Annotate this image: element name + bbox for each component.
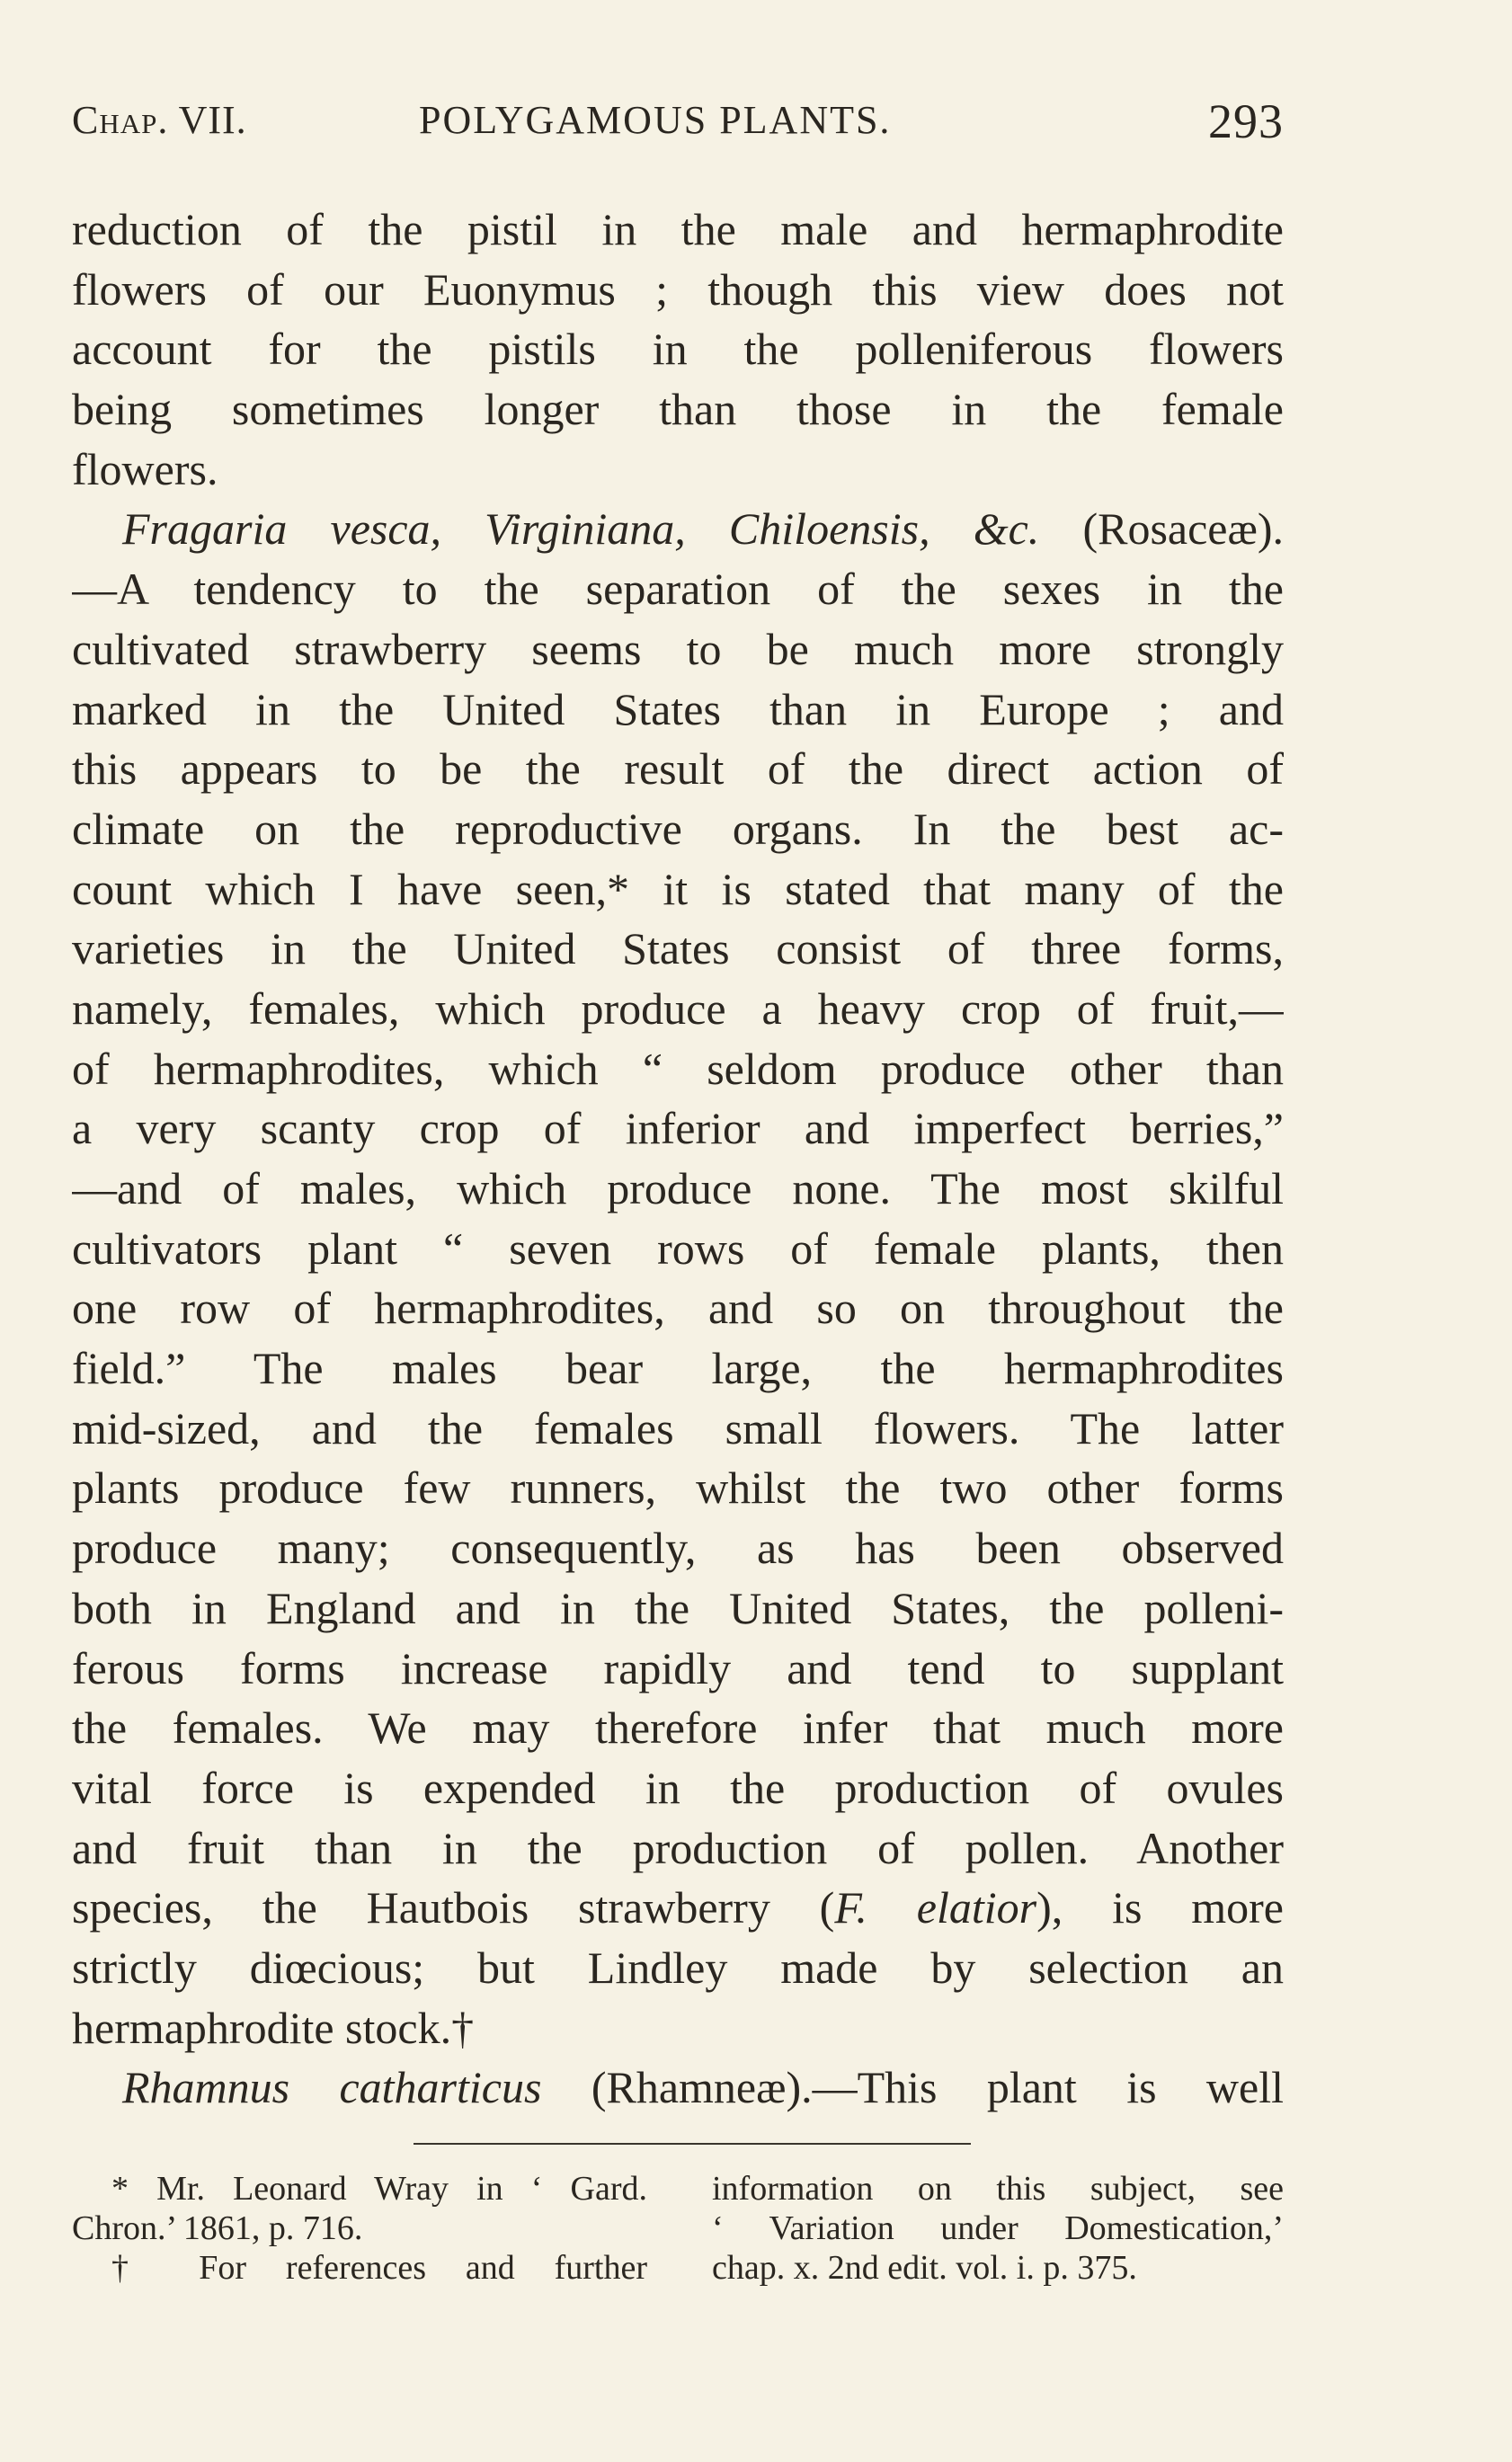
text-line: plants produce few runners, whilst the two other forms [72,1462,1284,1514]
text-line: marked in the United States than in Europe ; and [72,683,1284,734]
text-line: reduction of the pistil in the male and hermaphrodite [72,204,1284,254]
text-line: both in England and in the United States, the polleni- [72,1582,1284,1633]
text-line: account for the pistils in the polleniferous flowers [72,324,1284,375]
footnote-line: † For references and further [111,2249,647,2287]
text-line: —and of males, which produce none. The most skilful [72,1163,1284,1213]
text-line: hermaphrodite stock.† [72,2002,475,2053]
text-line: cultivated strawberry seems to be much more strongly [72,623,1284,674]
chapter-title: POLYGAMOUS PLANTS. [419,98,892,142]
chapter-label: Chap. VII. [72,98,247,142]
book-page [72,0,1284,2462]
running-head [72,94,1284,151]
footnote-line: chap. x. 2nd edit. vol. i. p. 375. [712,2249,1137,2287]
text-line: strictly diœcious; but Lindley made by selection an [72,1942,1284,1993]
text-fragment: ), is more [1036,1882,1284,1933]
footnote-line: Chron.’ 1861, p. 716. [72,2209,363,2247]
footnote-column-left [72,2169,647,2288]
text-line: this appears to be the result of the direct action of [72,743,1284,795]
species-name-rhamnus: Rhamnus catharticus [122,2062,542,2113]
text-line-hautbois [72,1878,1284,1938]
footnote-divider [414,2143,971,2145]
text-line: produce many; consequently, as has been observed [72,1523,1284,1574]
text-line: count which I have seen,* it is stated that many of the [72,863,1284,914]
footnote-line: ‘ Variation under Domestication,’ [712,2209,1284,2247]
text-line: varieties in the United States consist of three forms, [72,923,1284,974]
text-line: climate on the reproductive organs. In the best ac- [72,803,1284,854]
text-line: ferous forms increase rapidly and tend to supplant [72,1642,1284,1693]
page-number: 293 [1208,94,1284,148]
text-line: being sometimes longer than those in the female [72,384,1284,435]
footnote-column-right [712,2169,1284,2288]
paragraph-rhamnus-heading [72,2058,1284,2118]
body-text [72,200,1284,2118]
family-name-rhamneae: (Rhamneæ).—This plant is well [541,2062,1284,2113]
text-line: the females. We may therefore infer that much more [72,1702,1284,1754]
text-fragment: species, the Hautbois strawberry ( [72,1882,835,1933]
text-line: vital force is expended in the production of ovules [72,1762,1284,1813]
text-line: and fruit than in the production of pollen. Another [72,1822,1284,1873]
species-name-elatior: F. elatior [834,1882,1037,1933]
footnote-line: * Mr. Leonard Wray in ‘ Gard. [111,2170,647,2208]
text-line: cultivators plant “ seven rows of female plants, then [72,1222,1284,1274]
text-line: flowers. [72,443,218,494]
family-name-rosaceae: (Rosaceæ). [1039,503,1284,555]
text-line: one row of hermaphrodites, and so on throughout the [72,1283,1284,1334]
text-line: mid-sized, and the females small flowers. The latter [72,1402,1284,1453]
text-line: —A tendency to the separation of the sexes in the [72,564,1284,615]
paragraph-fragaria-heading [72,499,1284,559]
text-line: flowers of our Euonymus ; though this view does not [72,263,1284,315]
text-line: field.” The males bear large, the hermaphrodites [72,1343,1284,1394]
text-line: namely, females, which produce a heavy crop of fruit,— [72,982,1284,1034]
footnote-line: information on this subject, see [712,2170,1284,2208]
species-name-fragaria: Fragaria vesca, Virginiana, Chiloensis, &c. [122,503,1040,555]
text-line: a very scanty crop of inferior and imperfect berries,” [72,1103,1284,1154]
text-line: of hermaphrodites, which “ seldom produce other than [72,1043,1284,1094]
